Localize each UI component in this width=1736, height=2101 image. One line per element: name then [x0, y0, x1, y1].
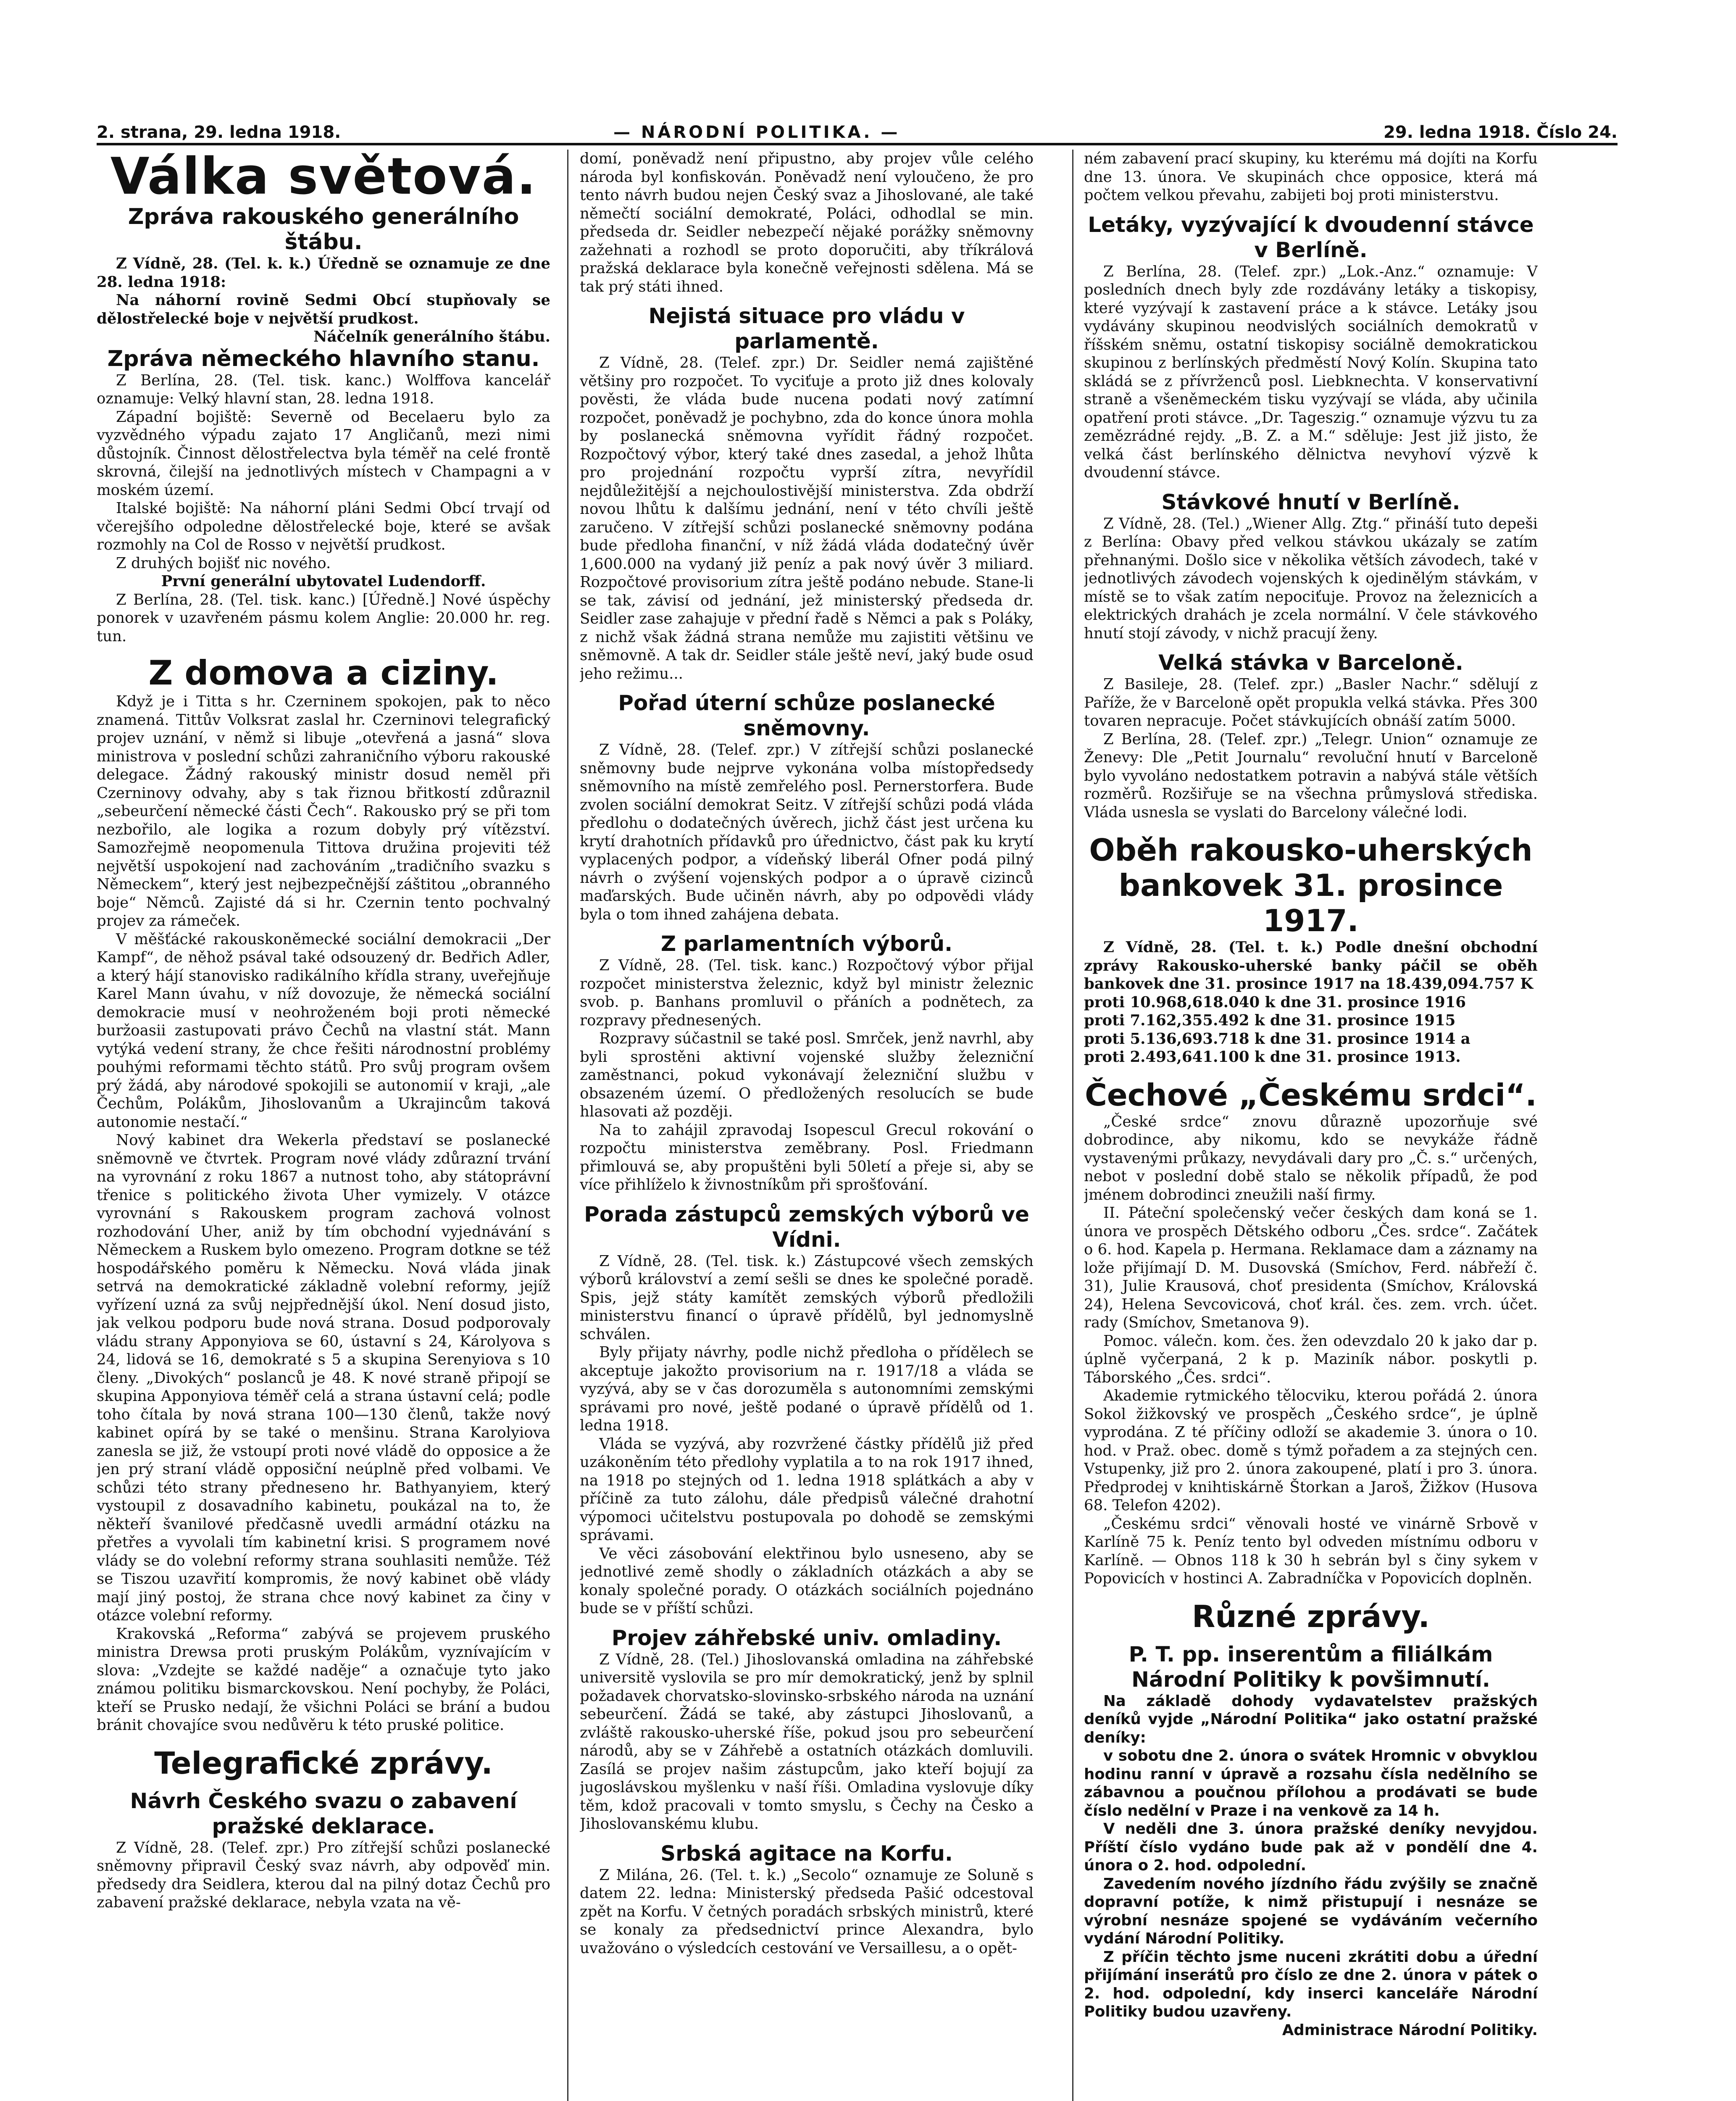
article-paragraph: Z Vídně, 28. (Tel.) Jihoslovanská omladina na záhřebské universitě vyslovila se pro mír demokratický, jenž by splnil požadavek chorvatsko-slovinsko-srbského národa na uznání sebeurčení. Žádá se také, aby zástupci Jihoslovanů, a zvláště rakousko-uherské říše, pokud jsou pro sebeurčení národů, aby se v Záhřebě a ostatních otázkách domluvili. Zasílá se projev našim zástupcům, jako kteří bojují za jugoslávskou myšlenku v naší říši. Omladina vyslovuje díky těm, kdož pracovali v tomto smyslu, s Čechy na Česko a Jihoslovanskému klubu. [580, 1651, 1034, 1832]
article-paragraph: Vláda se vyzývá, aby rozvržené částky přídělů již před uzákoněním této předlohy vyplatila a to na rok 1917 ihned, na 1918 po stejných od 1. ledna 1918 splátkách a aby v příčině za tuto zálohu, dále předpisů válečné drahotní výpomoci učitelstvu postupovala po dohodě se zemskými správami. [580, 1435, 1034, 1544]
section-title: Z domova a ciziny. [148, 653, 499, 692]
article-signature: První generální ubytovatel Ludendorff. [161, 573, 486, 590]
notice-paragraph: Na základě dohody vydavatelstev pražských deníků vyjde „Národní Politika“ jako ostatní pražské deníky: [1084, 1692, 1538, 1746]
article-headline: Velká stávka v Barceloně. [1158, 650, 1463, 675]
article-paragraph: Z Vídně, 28. (Tel. k. k.) Úředně se oznamuje ze dne 28. ledna 1918: [97, 255, 550, 291]
article-headline: Porada zástupců zemských výborů ve Vídni. [584, 1202, 1029, 1252]
article-paragraph: „České srdce“ znovu důrazně upozorňuje své dobrodince, aby nikomu, kdo se nevykáže řádně vystavenými průkazy, nevydávali dary pro „Č. s.“ určených, nebot v poslední době stalo se několik případů, že pod jménem dobrodinci zneužili naší firmy. [1084, 1113, 1538, 1203]
section-title: Telegrafické zprávy. [154, 1745, 493, 1781]
article-paragraph: Z Berlína, 28. (Tel. tisk. kanc.) [Úředně.] Nové úspěchy ponorek v uzavřeném pásmu kolem Anglie: 20.000 hr. reg. tun. [97, 591, 550, 645]
article-headline: Projev záhřebské univ. omladiny. [611, 1625, 1002, 1650]
article-paragraph: Západní bojiště: Severně od Becelaeru bylo za vyzvědného výpadu zajato 17 Angličanů, mezi nimi důstojník. Činnost dělostřelectva byla téměř na celé frontě skrovná, čilejší na jednotlivých místech v Champagni a v moském území. [97, 408, 550, 499]
article-paragraph: Z Berlína, 28. (Telef. zpr.) „Telegr. Union“ oznamuje ze Ženevy: Dle „Petit Journalu“ revoluční hnutí v Barceloně bylo vyvoláno nedostatkem potravin a nabývá stále větších rozměrů. Rozšiřuje se na všechna průmyslová střediska. Vláda usnesla se vyslati do Barcelony válečné lodi. [1084, 730, 1538, 821]
article-paragraph: V měšťácké rakouskoněmecké sociální demokracii „Der Kampf“, de něhož psával také odsouzený dr. Bedřich Adler, a který hájí stanovisko radikálního křídla strany, uveřejňuje Karel Mann úvahu, v níž dovozuje, že německá sociální demokracie musí v neohroženém boji proti německé buržoasii zastupovati právo Čechů na vlastní stát. Mann vytýká vedení strany, že chce řešiti národnostní problémy pouhými reformami těchto států. Pro svůj program ovšem prý žádá, aby národové spokojili se autonomií v kraji, „ale Čechům, Polákům, Jihoslovanům a Ukrajincům taková autonomie nestačí.“ [97, 930, 550, 1131]
article-paragraph: Z Vídně, 28. (Telef. zpr.) Pro zítřejší schůzi poslanecké sněmovny připravil Český svaz návrh, aby odpověď min. předsedy dra Seidlera, kterou dal na pilný dotaz Čechů pro zabavení pražské deklarace, nebyla vzata na vě- [97, 1839, 550, 1911]
article-paragraph: Nový kabinet dra Wekerla představí se poslanecké sněmovně ve čtvrtek. Program nové vlády zdůrazní trvání na vyrovnání z roku 1867 a nutnost toho, aby státoprávní třenice s politického života Uher vymizely. V otázce vyrovnání s Rakouskem program zachová volnost rozhodování Uher, aniž by tím obchodní vyjednávání s Německem a Ruskem bylo omezeno. Program dotkne se též hospodářského poměru k Německu. Nová vláda jinak setrvá na demokratické základně volební reformy, jejíž vyřízení uzná za svůj nejpřednější úkol. Není dosud jisto, jak velkou podporu bude nová strana. Dosud podporovaly vládu strany Apponyiova se 60, ústavní s 24, Károlyova s 24, lidová se 16, demokraté s 5 a skupina Serenyiova s 10 členy. „Divokých“ poslanců je 48. K nové straně připojí se skupina Apponyiova téměř celá a strana ústavní celá; podle toho čítala by nová strana 100—130 členů, takže nový kabinet opírá by se také o menšinu. Strana Karolyiova zanesla se již, že vstoupí proti nové vládě do opposice a že jen prý straní vládě opposiční neúplně před volbami. Ve schůzi této strany předneseno hr. Bathyanyiem, který vystoupil z dosavadního kabinetu, poukázal na to, že někteří švanilové předčasně uvedli armádní otázku na přetřes a vyvolali tím kabinetní krisi. S programem nové vlády se do volební reformy strana souhlasiti nemůže. Též se Tiszou uzavřití kompromis, že nový kabinet obě vlády mají jiný postoj, že strana chce nový kabinet za činy v otázce volební reformy. [97, 1132, 550, 1624]
article-paragraph: Na to zahájil zpravodaj Isopescul Grecul rokování o rozpočtu ministerstva zeměbrany. Posl. Friedmann přimlouvá se, aby propuštěni byli 50letí a přeje si, aby se více přihlíželo k živnostníkům při sprošťování. [580, 1121, 1034, 1193]
article-headline: Stávkové hnutí v Berlíně. [1161, 490, 1460, 514]
article-paragraph: Když je i Titta s hr. Czerninem spokojen, pak to něco znamená. Tittův Volksrat zaslal hr. Czerninovi telegrafický projev uznání, v němž si libuje „otevřená a jasná“ slova ministrova v poslední schůzi zahraničního výboru rakouské delegace. Žádný rakouský ministr dosud neměl při Czerninovy odvahy, aby s tak řiznou břitkostí zdůraznil „sebeurčení německé části Čech“. Rakousko prý se při tom nezbořilo, ale logika a rozum dobyly prý vítězství. Samozřejmě neopomenula Tittova družina projeviti též největší uspokojení nad zachováním „tradičního svazku s Německem“, který jest nejbezpečnější záštitou „obranného boje“ Němců. Zajisté dá si hr. Czernin tento pochvalný projev za rámeček. [97, 693, 550, 929]
article-headline: Z parlamentních výborů. [660, 932, 953, 956]
article-paragraph: Z Milána, 26. (Tel. t. k.) „Secolo“ oznamuje ze Soluně s datem 22. ledna: Ministerský předseda Pašić odcestoval zpět na Korfu. V četných poradách srbských ministrů, které se konaly za předsednictví prince Alexandra, bylo uvažováno o výsledcích cestování ve Versaillesu, a o opět- [580, 1866, 1034, 1957]
statistics-line: proti 2.493,641.100 k dne 31. prosince 1913. [1084, 1048, 1461, 1066]
article-paragraph: Z Berlína, 28. (Telef. zpr.) „Lok.-Anz.“ oznamuje: V posledních dnech byly zde rozdávány letáky a tiskopisy, které vyzývají k zastavení práce a k stávce. Letáky jsou vydávány skupinou neodvislých sociálních demokratů v říšském sněmu, ostatní tiskopisy sociálně demokratickou skupinou z berlínských předměstí Nový Kolín. Skupina tato skládá se z přívrženců posl. Liebknechta. V konservativní straně a všeněmeckém tisku vyzývají se vláda, aby učinila opatření proti stávce. „Dr. Tageszig.“ oznamuje výzvu tu za zemězrádné rejdy. „B. Z. a M.“ sděluje: Jest již jisto, že velká část berlínského dělnictva nevyhoví výzvě k dvoudenní stávce. [1084, 263, 1538, 481]
article-paragraph: Z Vídně, 28. (Tel.) „Wiener Allg. Ztg.“ přináší tuto depeši z Berlína: Obavy před velkou stávkou ukázaly se zatím přehnanými. Došlo sice v několika větších závodech, také v jednotlivých závodech vojenských k ojedinělým stávkám, v místě se to však zatím nepociťuje. Provoz na železnicích a elektrických drahách je zcela normální. V čele stávkového hnutí stojí závody, v nichž pracují ženy. [1084, 515, 1538, 642]
article-paragraph: Z druhých bojišť nic nového. [116, 554, 331, 572]
article-paragraph: Z Vídně, 28. (Tel. t. k.) Podle dnešní obchodní zprávy Rakousko-uherské banky páčil se oběh bankovek dne 31. prosince 1917 na 18.439,094.757 K [1084, 939, 1538, 993]
article-paragraph: Rozpravy súčastnil se také posl. Smrček, jenž navrhl, aby byli sprostěni aktivní vojenské služby železniční zaměstnanci, pokud vykonávají železniční službu v obsazeném území. O předložených resolucích se bude hlasovati až později. [580, 1030, 1034, 1120]
article-headline: Čechové „Českému srdci“. [1085, 1077, 1537, 1113]
article-paragraph: Z Vídně, 28. (Tel. tisk. k.) Zástupcové všech zemských výborů království a zemí sešli se dnes ke společné poradě. Spis, jejž státy kamítět zemských výborů předložili ministerstvu financí o úpravě přídělů, byl jednomyslně schválen. [580, 1252, 1034, 1343]
article-paragraph: Z Vídně, 28. (Telef. zpr.) V zítřejší schůzi poslanecké sněmovny bude nejprve vykonána volba místopředsedy sněmovního na místě zemřelého posl. Pernerstorfera. Bude zvolen sociální demokrat Seitz. V zítřejší schůzi podá vláda předlohu o dodatečných úvěrech, jichž část jest určena ku krytí drahotních přídavků pro úřednictvo, část pak ku krytí vyplacených podpor, a vídeňský liberál Ofner podá pilný návrh o zvýšení vojenských podpor a o úpravě cizinců maďarských. Bude učiněn návrh, aby po odpovědi vlády byla o tom ihned zahájena debata. [580, 741, 1034, 923]
notice-headline: P. T. pp. inserentům a filiálkám Národní Politiky k povšimnutí. [1128, 1642, 1493, 1692]
article-paragraph: Ve věci zásobování elektřinou bylo usneseno, aby se jednotlivé země shodly o základních otázkách a aby se konaly společné porady. O otázkách sociálních pojednáno bude se v příští schůzi. [580, 1545, 1034, 1617]
masthead [97, 123, 1618, 145]
notice-paragraph: V neděli dne 3. února pražské deníky nevyjdou. Příští číslo vydáno bude pak až v pondělí dne 4. února o 2. hod. odpolední. [1084, 1820, 1538, 1874]
article-paragraph: ném zabavení prací skupiny, ku kterému má dojíti na Korfu dne 13. února. Ve skupinách chce opposice, která má počtem velkou převahu, zabijeti boj proti ministerstvu. [1084, 150, 1538, 204]
statistics-line: proti 7.162,355.492 k dne 31. prosince 1915 [1084, 1012, 1456, 1029]
column-divider [1072, 150, 1073, 2101]
article-paragraph: Na náhorní rovině Sedmi Obcí stupňovaly se dělostřelecké boje v největší prudkost. [97, 292, 550, 327]
section-title: Válka světová. [110, 150, 537, 206]
article-paragraph: Z Berlína, 28. (Tel. tisk. kanc.) Wolffova kancelář oznamuje: Velký hlavní stan, 28. ledna 1918. [97, 371, 550, 407]
article-headline: Pořad úterní schůze poslanecké sněmovny. [618, 691, 995, 740]
newspaper-title: — NÁRODNÍ POLITIKA. — [613, 123, 900, 142]
article-headline: Nejistá situace pro vládu v parlamentě. [648, 304, 965, 353]
article-paragraph: Akademie rytmického tělocviku, kterou pořádá 2. února Sokol žižkovský ve prospěch „Českého srdce“, je úplně vyprodána. Z té příčiny odloží se akademie 3. února o 10. hod. v Praž. obec. domě s týmž pořadem a za stejných cen. Vstupenky, již pro 2. února zakoupené, platí i pro 3. února. Předprodej v knihtiskárně Štorkan a Jaroš, Žižkov (Husova 68. Telefon 4202). [1084, 1387, 1538, 1514]
section-title: Různé zprávy. [1192, 1598, 1430, 1634]
notice-paragraph: Zavedením nového jízdního řádu zvýšily se značně dopravní potíže, k nimž přistupují i nesnáze se výrobní nesnáze spojené se vydáváním večerního vydání Národní Politiky. [1084, 1875, 1538, 1947]
article-paragraph: Krakovská „Reforma“ zabývá se projevem pruského ministra Drewsa proti pruským Polákům, vyznívajícím v slova: „Vzdejte se každé naděje“ a označuje tyto jako známou politiku bismarckovskou. Není pochyby, že Poláci, kteří se Prusko nedají, že všichni Poláci se brání a budou bránit chovajíce svou nedůvěru k této pruské politice. [97, 1625, 550, 1734]
column-3 [1084, 150, 1538, 2101]
article-paragraph: Italské bojiště: Na náhorní pláni Sedmi Obcí trvají od včerejšího odpoledne dělostřelecké boje, které se avšak rozmohly na Col de Rosso v největší prudkost. [97, 500, 550, 553]
article-paragraph: Z Vídně, 28. (Telef. zpr.) Dr. Seidler nemá zajištěné většiny pro rozpočet. To vyciťuje a proto již dnes kolovaly pověsti, že vláda bude nucena podati nový zatímní rozpočet, poněvadž je pochybno, zda do konce února mohla by poslanecká sněmovna vyřídit řádný rozpočet. Rozpočtový výbor, který také dnes zasedal, a jehož lhůta pro projednání rozpočtu vyprší zítra, nevyřídil nejdůležitější a nejchoulostivější ministerstva. Zda obdrží novou lhůtu k dalšímu jednání, není v této chvíli ještě zaručeno. V zítřejší schůzi poslanecké sněmovny podána bude předloha finanční, v níž žádá vláda dodatečný úvěr 1,600.000 na vydaný již peníz a pak nový úvěr 3 miliard. Rozpočtové provisorium zítra ještě podáno nebude. Stane-li se tak, závisí od jednání, jež ministerský předseda dr. Seidler zase zahajuje v přední řadě s Němci a pak s Poláky, z nichž však žádná strana nemůže mu zajistiti většinu ve sněmovně. A tak dr. Seidler stále ještě neví, jaký bude osud jeho režimu... [580, 354, 1034, 682]
column-1 [97, 150, 550, 2101]
article-headline: Návrh Českého svazu o zabavení pražské deklarace. [130, 1788, 517, 1838]
article-paragraph: Z Basileje, 28. (Telef. zpr.) „Basler Nachr.“ sdělují z Paříže, že v Barceloně opět propukla velká stávka. Přes 300 tovaren nepracuje. Počet stávkujících obnáší zatím 5000. [1084, 676, 1538, 729]
article-paragraph: domí, poněvadž není připustno, aby projev vůle celého národa byl konfiskován. Poněvadž není vyloučeno, že pro tento návrh budou nejen Český svaz a Jihoslované, ale také němečtí sociální demokraté, Poláci, odhodlal se min. předseda dr. Seidler nebezpečí nějaké porážky sněmovny zažehnati a rozhodl se proto doporučiti, aby tříkrálová pražská deklarace byla konečně veřejnosti sdělena. Má se tak prý státi ihned. [580, 150, 1034, 295]
article-headline: Srbská agitace na Korfu. [660, 1841, 953, 1866]
column-2 [580, 150, 1034, 2101]
article-headline: Oběh rakousko-uherských bankovek 31. prosince 1917. [1089, 832, 1533, 938]
article-paragraph: Pomoc. válečn. kom. čes. žen odevzdalo 20 k jako dar p. úplně vyčerpaná, 2 k p. Maziník nábor. poskytli p. Táborského „Čes. srdci“. [1084, 1332, 1538, 1386]
article-headline: Zpráva německého hlavního stanu. [107, 346, 540, 371]
column-divider [567, 150, 568, 2101]
article-paragraph: II. Páteční společenský večer českých dam koná se 1. února ve prospěch Dětského odboru „Čes. srdce“. Začátek o 6. hod. Kapela p. Hermana. Reklamace dam a záznamy na lože přijímají D. M. Dusovská (Smíchov, Ferd. nábřeží č. 31), Julie Krausová, choť presidenta (Smíchov, Královská 24), Helena Sevcovicová, choť král. čes. zem. vrch. účet. rady (Smíchov, Smetanova 9). [1084, 1204, 1538, 1331]
notice-paragraph: Z příčin těchto jsme nuceni zkrátiti dobu a úřední přijímání inserátů pro číslo ze dne 2. února v pátek o 2. hod. odpolední, kdy inserci kanceláře Národní Politiky budou uzavřeny. [1084, 1948, 1538, 2020]
page-number-date: 2. strana, 29. ledna 1918. [97, 123, 341, 142]
issue-date-number: 29. ledna 1918. Číslo 24. [1384, 123, 1618, 142]
notice-signature: Administrace Národní Politiky. [1282, 2021, 1538, 2039]
notice-paragraph: v sobotu dne 2. února o svátek Hromnic v obvyklou hodinu ranní v úpravě a rozsahu čísla nedělního se zábavnou a poučnou přílohou a prodávati se bude číslo nedělní v Praze i na venkově za 14 h. [1084, 1747, 1538, 1819]
statistics-line: proti 5.136,693.718 k dne 31. prosince 1914 a [1084, 1030, 1470, 1048]
article-signature: Náčelník generálního štábu. [313, 328, 550, 345]
article-paragraph: Byly přijaty návrhy, podle nichž předloha o přídělech se akceptuje jakožto provisorium na r. 1917/18 a vláda se vyzývá, aby se v čas dorozuměla s autonomními zemskými správami pro nové, ještě podané o úpravě přídělů od 1. ledna 1918. [580, 1344, 1034, 1434]
article-paragraph: „Českému srdci“ věnovali hosté ve vinárně Srbově v Karlíně 75 k. Peníz tento byl odveden místnímu odboru v Karlíně. — Obnos 118 k 30 h sebrán byl s činy sykem v Popovicích v hostinci A. Zabradníčka v Popovicích doplněn. [1084, 1515, 1538, 1587]
statistics-line: proti 10.968,618.040 k dne 31. prosince 1916 [1084, 993, 1466, 1011]
article-headline: Zpráva rakouského generálního štábu. [128, 204, 519, 255]
article-paragraph: Z Vídně, 28. (Tel. tisk. kanc.) Rozpočtový výbor přijal rozpočet ministerstva železnic, když byl ministr železnic svob. p. Banhans promluvil o přáních a podnětech, za rozpravy přednesených. [580, 957, 1034, 1029]
article-headline: Letáky, vyzývající k dvoudenní stávce v Berlíně. [1088, 212, 1534, 262]
